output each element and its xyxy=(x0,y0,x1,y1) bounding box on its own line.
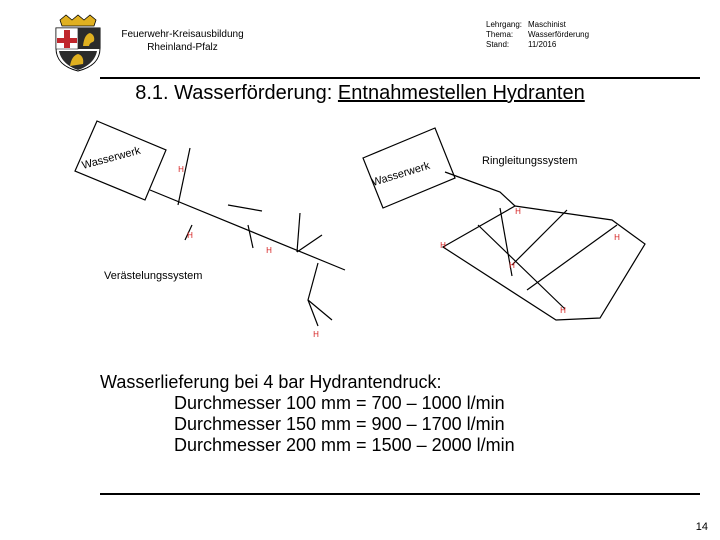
hydrant-letter: H xyxy=(509,261,515,270)
ring-supply-pipe xyxy=(445,172,515,206)
ring-system-label: Ringleitungssystem xyxy=(482,155,578,167)
meta-key: Thema: xyxy=(486,30,514,39)
branch-stub xyxy=(228,205,262,211)
hydrant-letter: H xyxy=(614,233,620,242)
branch-stub xyxy=(297,235,322,252)
hydrant-marker xyxy=(614,233,620,242)
wasserwerk-right-label: Wasserwerk xyxy=(370,159,432,189)
meta-value: 11/2016 xyxy=(528,40,557,49)
hydrant-marker xyxy=(509,261,515,270)
hydrant-marker xyxy=(266,246,272,255)
hydrant-letter: H xyxy=(515,207,521,216)
branch-stub xyxy=(248,225,253,248)
branch-stub xyxy=(178,148,190,205)
ring-outer-pipe xyxy=(443,206,645,320)
meta-value: Wasserförderung xyxy=(528,30,590,39)
hydrant-letter: H xyxy=(266,246,272,255)
branch-stub xyxy=(308,263,332,320)
wasserwerk-left-label: Wasserwerk xyxy=(80,144,142,172)
ring-inner-pipe xyxy=(478,225,565,309)
hydrant-marker xyxy=(515,207,521,216)
water-delivery-info xyxy=(100,372,515,456)
ring-inner-pipe xyxy=(527,225,617,290)
hydrant-marker xyxy=(560,306,566,315)
hydrant-letter: H xyxy=(560,306,566,315)
page-number: 14 xyxy=(695,521,708,533)
hydrant-letter: H xyxy=(178,165,184,174)
info-line: Durchmesser 150 mm = 900 – 1700 l/min xyxy=(174,414,505,434)
title-underlined: Entnahmestellen Hydranten xyxy=(337,82,585,104)
branch-system-label: Verästelungssystem xyxy=(104,270,203,282)
hydrant-letter: H xyxy=(187,231,193,240)
hydrant-marker xyxy=(440,241,446,250)
meta-key: Lehrgang: xyxy=(486,20,523,29)
hydrant-marker xyxy=(187,231,193,240)
hydrant-letter: H xyxy=(313,330,319,339)
info-line: Durchmesser 200 mm = 1500 – 2000 l/min xyxy=(174,435,515,455)
hydrant-marker xyxy=(313,330,319,339)
org-line-1: Feuerwehr-Kreisausbildung xyxy=(121,29,244,40)
meta-value: Maschinist xyxy=(528,20,566,29)
ring-inner-pipe xyxy=(512,210,567,265)
title-prefix: 8.1. Wasserförderung: xyxy=(135,82,338,104)
hydrant-letter: H xyxy=(440,241,446,250)
org-line-2: Rheinland-Pfalz xyxy=(147,42,218,53)
info-line: Durchmesser 100 mm = 700 – 1000 l/min xyxy=(174,393,505,413)
branch-stub xyxy=(297,213,300,252)
footer-divider xyxy=(100,493,700,495)
branch-main-pipe xyxy=(150,190,345,270)
meta-key: Stand: xyxy=(486,40,510,49)
hydrant-marker xyxy=(178,165,184,174)
info-heading: Wasserlieferung bei 4 bar Hydrantendruck: xyxy=(100,372,442,392)
